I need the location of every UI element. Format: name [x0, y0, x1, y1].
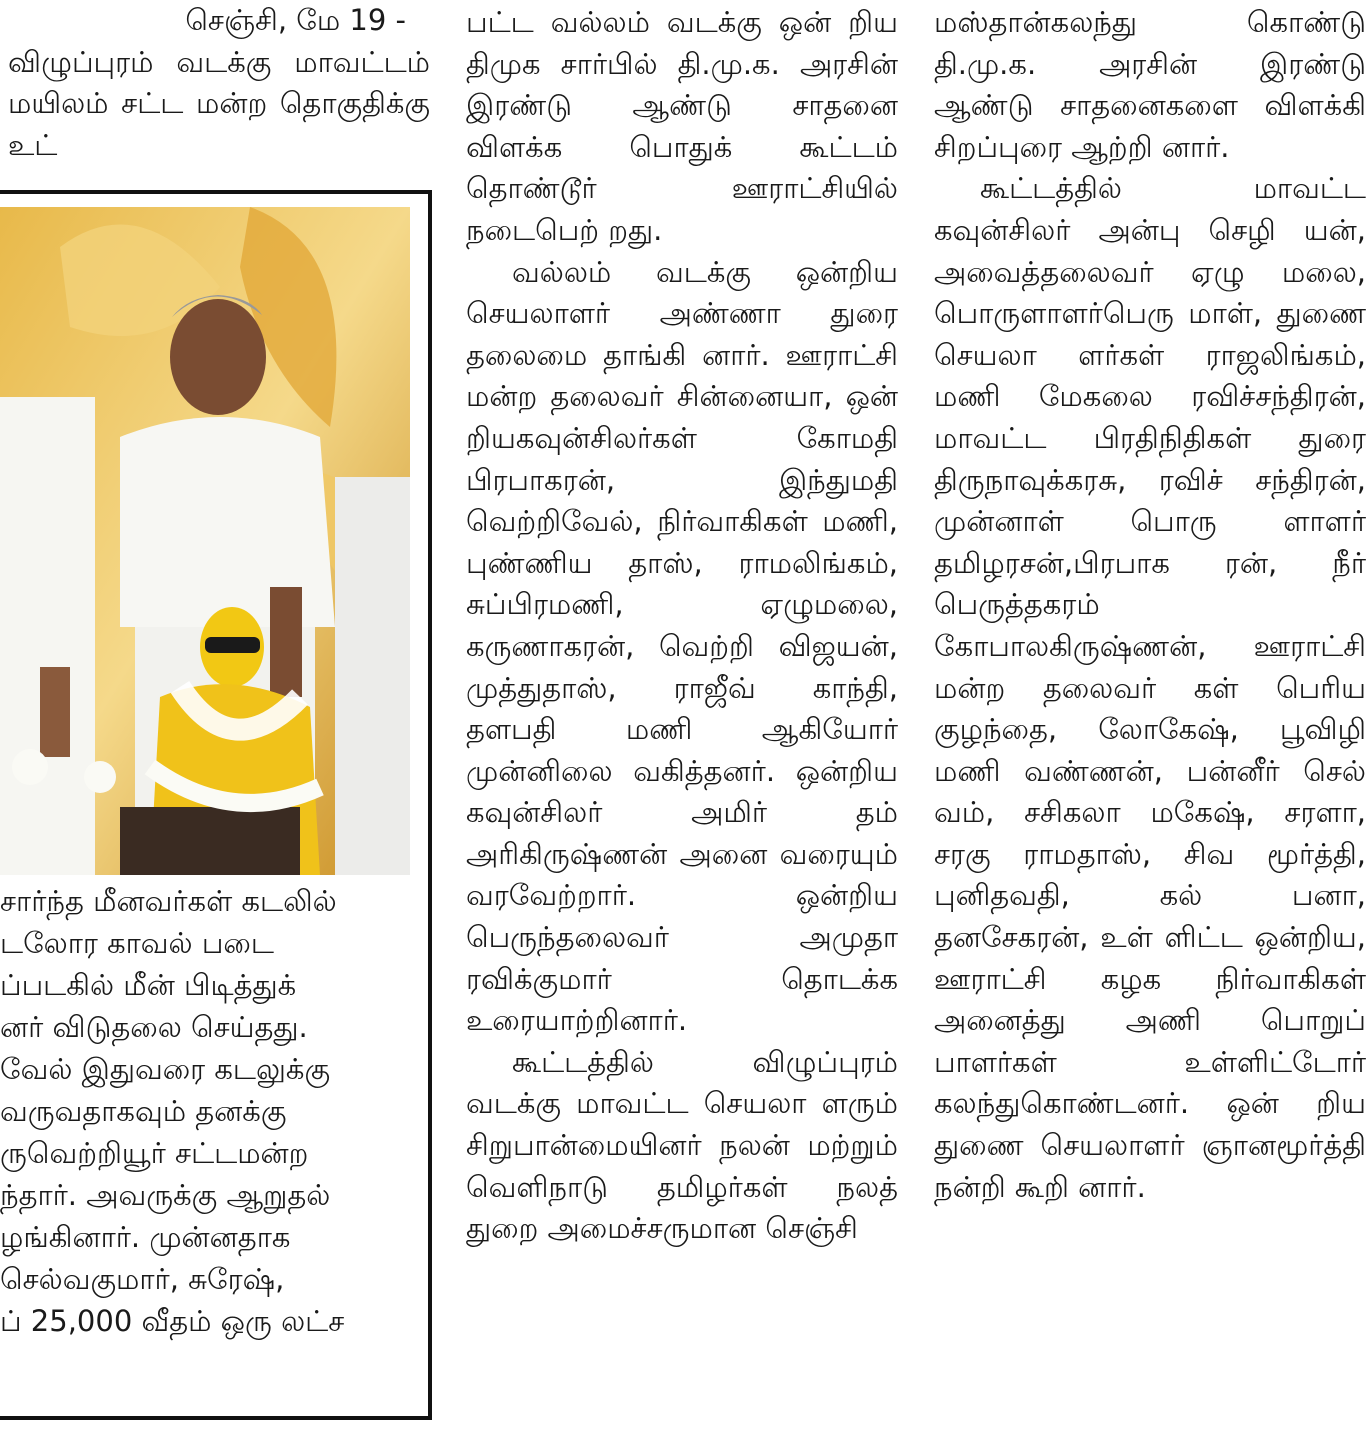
- intro-paragraph: விழுப்புரம் வடக்கு மாவட்டம் மயிலம் சட்ட மன்ற தொகுதிக்கு உட்: [8, 44, 430, 162]
- paragraph: வல்லம் வடக்கு ஒன்றிய செயலாளர் அண்ணா துரை தலைமை தாங்கி னார். ஊராட்சி மன்ற தலைவர் சின்னையா, ஒன் றியகவுன்சிலர்கள் கோமதி பிரபாகரன், இந்துமதி வெற்றிவேல், நிர்வாகிகள் மணி, புண்ணிய தாஸ், ராமலிங்கம், சுப்பிரமணி, ஏழுமலை, கருணாகரன், வெற்றி விஜயன், முத்துதாஸ், ராஜீவ் காந்தி, தளபதி மணி ஆகியோர் முன்னிலை வகித்தனர். ஒன்றிய கவுன்சிலர் அமிர் தம் அரிகிருஷ்ணன் அனை வரையும் வரவேற்றார். ஒன்றிய பெருந்தலைவர் அமுதா ரவிக்குமார் தொடக்க உரையாற்றினார்.: [466, 254, 898, 1038]
- column-1: [0, 0, 436, 166]
- text-line: சார்ந்த மீனவர்கள் கடலில்: [0, 884, 337, 918]
- dateline: செஞ்சி, மே 19 -: [185, 3, 406, 37]
- text-line: ழங்கினார். முன்னதாக: [0, 1220, 291, 1254]
- paragraph: பட்ட வல்லம் வடக்கு ஒன் றிய திமுக சார்பில் தி.மு.க. அரசின் இரண்டு ஆண்டு சாதனை விளக்க பொதுக் கூட்டம் தொண்டூர் ஊராட்சியில் நடைபெற் றது.: [466, 5, 898, 247]
- column-2: [466, 0, 898, 1250]
- text-line: ருவெற்றியூர் சட்டமன்ற: [0, 1136, 309, 1170]
- text-line: ப் 25,000 வீதம் ஒரு லட்ச: [0, 1304, 345, 1338]
- text-line: வருவதாகவும் தனக்கு: [0, 1094, 287, 1128]
- column-1-lower: [0, 880, 420, 1342]
- text-line: வேல் இதுவரை கடலுக்கு: [0, 1052, 331, 1086]
- paragraph: கூட்டத்தில் மாவட்ட கவுன்சிலர் அன்பு செழி யன், அவைத்தலைவர் ஏழு மலை, பொருளாளர்பெரு மாள், துணை செயலா ளர்கள் ராஜலிங்கம், மணி மேகலை ரவிச்சந்திரன், மாவட்ட பிரதிநிதிகள் துரை திருநாவுக்கரசு, ரவிச் சந்திரன், முன்னாள் பொரு ளாளர் தமிழரசன்,பிரபாக ரன், நீர் பெருத்தகரம் கோபாலகிருஷ்ணன், ஊராட்சி மன்ற தலைவர் கள் பெரிய குழந்தை, லோகேஷ், பூவிழி மணி வண்ணன், பன்னீர் செல் வம், சசிகலா மகேஷ், சரளா, சரகு ராமதாஸ், சிவ மூர்த்தி, புனிதவதி, கல் பனா, தனசேகரன், உள் ளிட்ட ஒன்றிய, ஊராட்சி கழக நிர்வாகிகள் அனைத்து அணி பொறுப் பாளர்கள் உள்ளிட்டோர் கலந்துகொண்டனர். ஒன் றிய துணை செயலாளர் ஞானமூர்த்தி நன்றி கூறி னார்.: [934, 171, 1366, 1204]
- paragraph: மஸ்தான்கலந்து கொண்டு தி.மு.க. அரசின் இரண்டு ஆண்டு சாதனைகளை விளக்கி சிறப்புரை ஆற்றி னார்.: [934, 5, 1366, 164]
- text-line: னர் விடுதலை செய்தது.: [0, 1010, 308, 1044]
- news-photo: [0, 207, 410, 875]
- column-3: [934, 0, 1366, 1208]
- text-line: ப்படகில் மீன் பிடித்துக்: [0, 968, 297, 1002]
- text-line: டலோர காவல் படை: [0, 926, 274, 960]
- text-line: செல்வகுமார், சுரேஷ்,: [0, 1262, 285, 1296]
- text-line: ந்தார். அவருக்கு ஆறுதல்: [0, 1178, 331, 1212]
- paragraph: கூட்டத்தில் விழுப்புரம் வடக்கு மாவட்ட செயலா ளரும் சிறுபான்மையினர் நலன் மற்றும் வெளிநாடு தமிழர்கள் நலத் துறை அமைச்சருமான செஞ்சி: [466, 1044, 898, 1246]
- photo-illustration: [0, 207, 410, 875]
